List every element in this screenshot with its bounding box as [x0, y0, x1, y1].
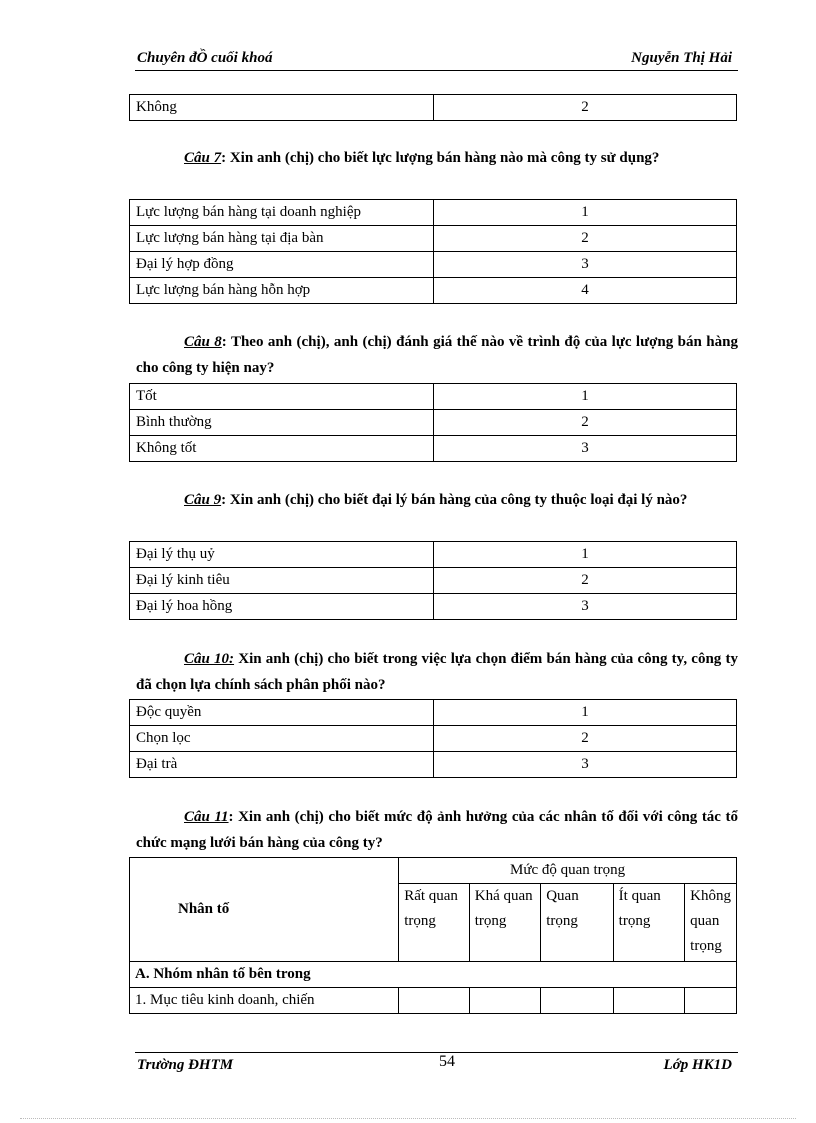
- question-9: [136, 487, 738, 513]
- answer-cell[interactable]: [469, 988, 540, 1014]
- option-label: Lực lượng bán hàng tại địa bàn: [130, 226, 434, 252]
- option-value: 3: [434, 594, 737, 620]
- option-value: 3: [434, 752, 737, 778]
- question-text: Xin anh (chị) cho biết trong việc lựa chọn điểm bán hàng của công ty, công ty đã chọn lựa chính sách phân phối nào?: [136, 651, 738, 693]
- option-value: 1: [434, 700, 737, 726]
- table-row: [130, 252, 737, 278]
- answer-cell[interactable]: [613, 988, 685, 1014]
- page-bottom-divider: [20, 1118, 796, 1119]
- option-label: Độc quyền: [130, 700, 434, 726]
- option-value: 2: [434, 726, 737, 752]
- option-value: 3: [434, 252, 737, 278]
- q10-options-table: [129, 699, 737, 778]
- page-number: 54: [439, 1053, 455, 1070]
- option-value: 4: [434, 278, 737, 304]
- continuation-table: [129, 94, 737, 121]
- question-label: Câu 8: [184, 334, 222, 350]
- answer-cell[interactable]: [541, 988, 613, 1014]
- option-label: Đại lý kinh tiêu: [130, 568, 434, 594]
- option-label: Đại lý hợp đồng: [130, 252, 434, 278]
- factor-importance-table: [129, 857, 737, 1014]
- table-row: [130, 988, 737, 1014]
- question-8: [136, 329, 738, 381]
- q9-options-table: [129, 541, 737, 620]
- question-text: : Xin anh (chị) cho biết đại lý bán hàng của công ty thuộc loại đại lý nào?: [221, 492, 688, 508]
- table-row: [130, 700, 737, 726]
- table-row: [130, 542, 737, 568]
- option-value: 2: [434, 568, 737, 594]
- table-row: [130, 436, 737, 462]
- table-header-row: [130, 858, 737, 884]
- option-value: 1: [434, 384, 737, 410]
- q8-options-table: [129, 383, 737, 462]
- question-label: Câu 10:: [184, 651, 235, 667]
- question-text: : Xin anh (chị) cho biết lực lượng bán hàng nào mà công ty sử dụng?: [221, 150, 660, 166]
- option-label: Không tốt: [130, 436, 434, 462]
- level-header: Khá quan trọng: [469, 884, 540, 962]
- question-7: [136, 145, 738, 171]
- question-label: Câu 7: [184, 150, 222, 166]
- page-footer: [135, 1052, 738, 1075]
- option-label: Không: [130, 95, 434, 121]
- option-value: 3: [434, 436, 737, 462]
- option-value: 1: [434, 200, 737, 226]
- level-header: Rất quan trọng: [399, 884, 470, 962]
- header-author: Nguyễn Thị Hải: [631, 50, 732, 66]
- table-row: [130, 962, 737, 988]
- level-header: Ít quan trọng: [613, 884, 685, 962]
- option-label: Đại trà: [130, 752, 434, 778]
- question-text: : Xin anh (chị) cho biết mức độ ảnh hưởng của các nhân tố đối với công tác tổ chức mạng lưới bán hàng của công ty?: [136, 809, 738, 851]
- option-label: Đại lý hoa hồng: [130, 594, 434, 620]
- option-value: 2: [434, 410, 737, 436]
- table-row: [130, 95, 737, 121]
- table-row: [130, 752, 737, 778]
- option-value: 2: [434, 226, 737, 252]
- option-label: Chọn lọc: [130, 726, 434, 752]
- question-label: Câu 11: [184, 809, 229, 825]
- footer-school: Trường ĐHTM: [137, 1057, 234, 1073]
- question-text: : Theo anh (chị), anh (chị) đánh giá thế nào về trình độ của lực lượng bán hàng cho công ty hiện nay?: [136, 334, 738, 376]
- table-row: [130, 594, 737, 620]
- level-header: Không quan trọng: [685, 884, 737, 962]
- table-row: [130, 226, 737, 252]
- option-label: Lực lượng bán hàng tại doanh nghiệp: [130, 200, 434, 226]
- table-row: [130, 384, 737, 410]
- table-row: [130, 200, 737, 226]
- option-label: Đại lý thụ uỷ: [130, 542, 434, 568]
- header-title: Chuyên đỒ cuối khoá: [137, 50, 273, 66]
- group-a-row: A. Nhóm nhân tố bên trong: [130, 962, 737, 988]
- footer-class: Lớp HK1D: [663, 1057, 732, 1073]
- table-row: [130, 568, 737, 594]
- factor-header: Nhân tố: [130, 858, 399, 962]
- question-11: [136, 804, 738, 856]
- option-value: 1: [434, 542, 737, 568]
- option-label: Lực lượng bán hàng hỗn hợp: [130, 278, 434, 304]
- table-row: [130, 726, 737, 752]
- option-value: 2: [434, 95, 737, 121]
- option-label: Tốt: [130, 384, 434, 410]
- answer-cell[interactable]: [685, 988, 737, 1014]
- table-row: [130, 410, 737, 436]
- factor-label: 1. Mục tiêu kinh doanh, chiến: [130, 988, 399, 1014]
- importance-header: Mức độ quan trọng: [399, 858, 737, 884]
- option-label: Bình thường: [130, 410, 434, 436]
- q7-options-table: [129, 199, 737, 304]
- question-label: Câu 9: [184, 492, 222, 508]
- table-row: [130, 278, 737, 304]
- page-header: [135, 48, 738, 71]
- level-header: Quan trọng: [541, 884, 613, 962]
- question-10: [136, 646, 738, 698]
- answer-cell[interactable]: [399, 988, 470, 1014]
